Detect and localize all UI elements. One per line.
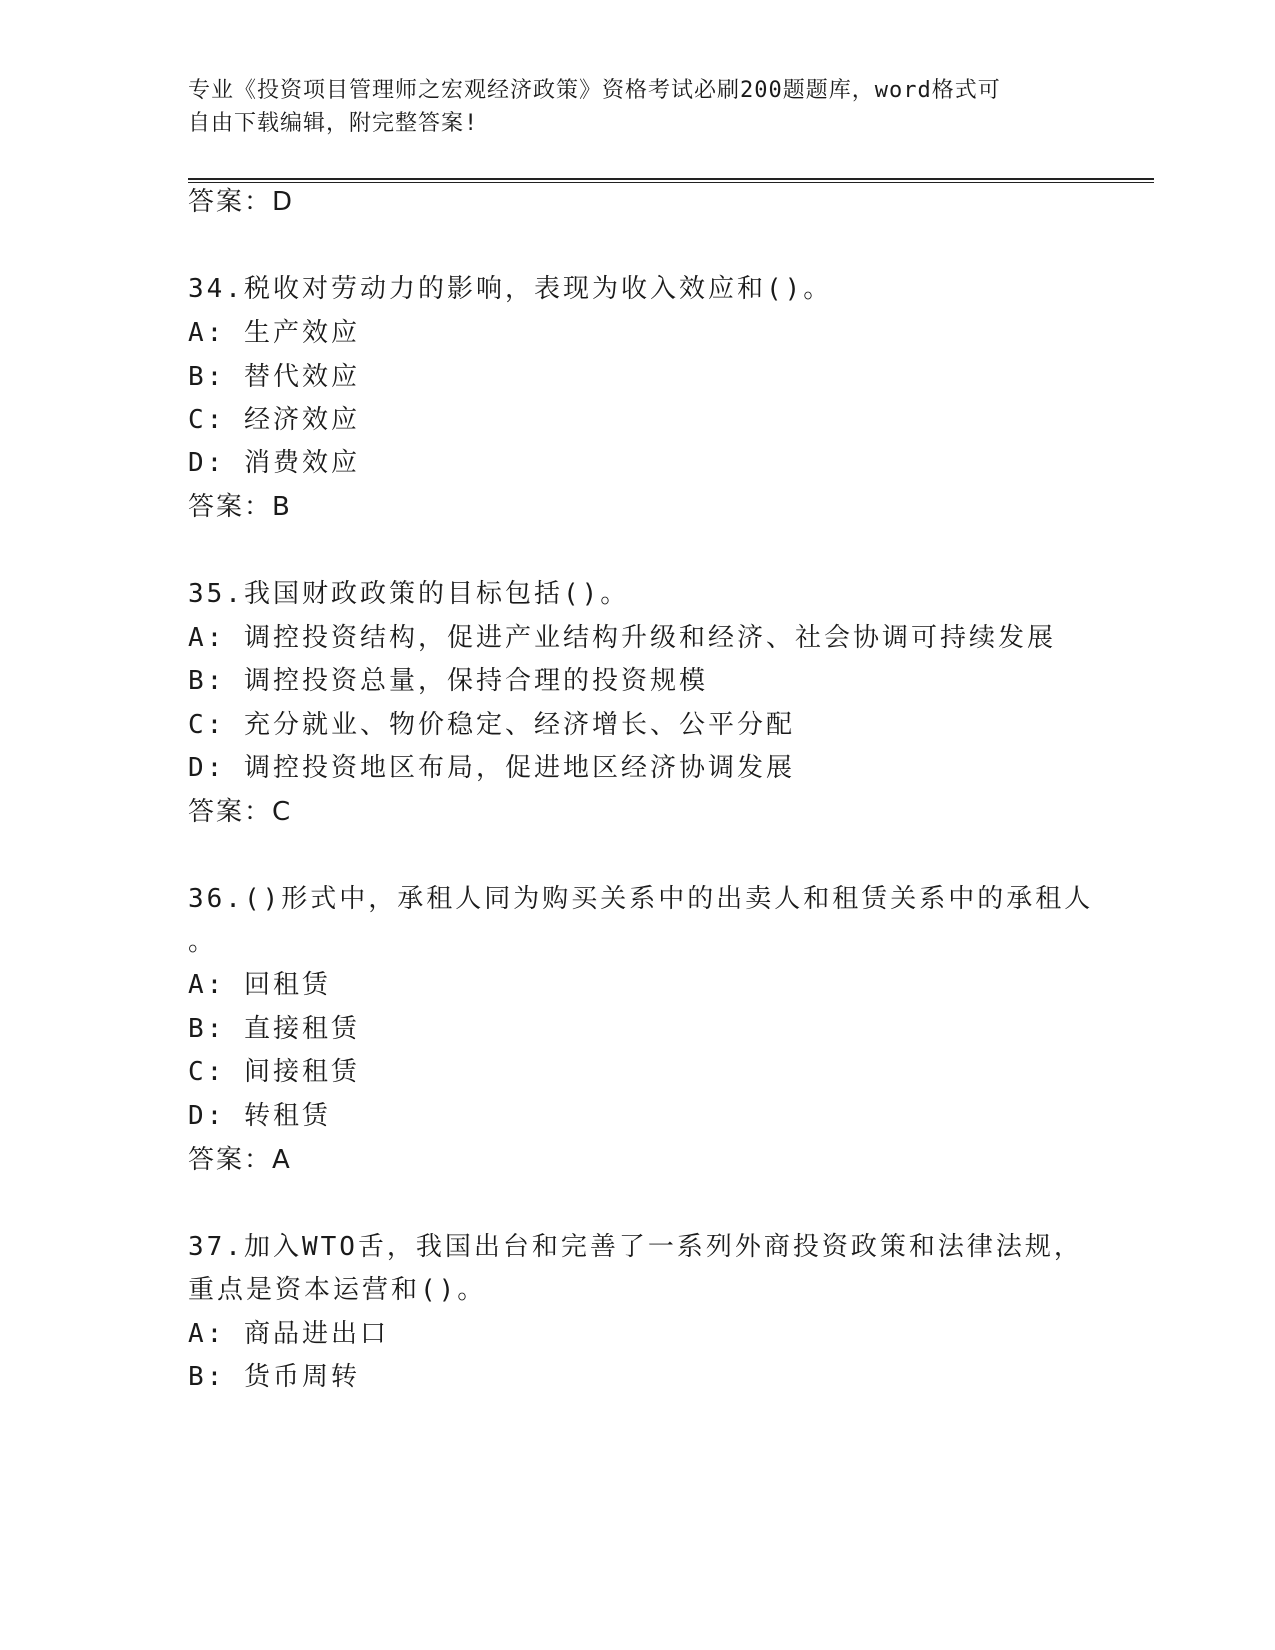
header-line-2: 自由下载编辑，附完整答案! — [188, 111, 479, 136]
question-37-stem-line-1: 37.加入WTO舌，我国出台和完善了一系列外商投资政策和法律法规， — [188, 1232, 1083, 1262]
document-header — [188, 74, 1088, 140]
answer-33: 答案：D — [188, 187, 295, 217]
question-35-stem: 35.我国财政政策的目标包括()。 — [188, 579, 630, 609]
question-36-option-d: D: 转租赁 — [188, 1101, 331, 1131]
question-36-answer: 答案：A — [188, 1145, 292, 1175]
header-divider — [188, 178, 1154, 183]
question-35-answer: 答案：C — [188, 797, 293, 827]
question-35-option-a: A: 调控投资结构，促进产业结构升级和经济、社会协调可持续发展 — [188, 623, 1056, 653]
question-34-option-c: C: 经济效应 — [188, 405, 360, 435]
question-34-option-b: B: 替代效应 — [188, 362, 360, 392]
question-35-option-d: D: 调控投资地区布局，促进地区经济协调发展 — [188, 753, 795, 783]
question-37-option-b: B: 货币周转 — [188, 1362, 360, 1392]
question-35-option-c: C: 充分就业、物价稳定、经济增长、公平分配 — [188, 710, 795, 740]
header-line-1: 专业《投资项目管理师之宏观经济政策》资格考试必刷200题题库，word格式可 — [188, 78, 1001, 103]
question-34-option-a: A: 生产效应 — [188, 318, 360, 348]
question-34-option-d: D: 消费效应 — [188, 448, 360, 478]
question-37-option-a: A: 商品进出口 — [188, 1319, 389, 1349]
question-34-answer: 答案：B — [188, 492, 292, 522]
question-36-option-a: A: 回租赁 — [188, 970, 331, 1000]
question-34-stem: 34.税收对劳动力的影响，表现为收入效应和()。 — [188, 274, 833, 304]
question-36-stem-line-1: 36.()形式中，承租人同为购买关系中的出卖人和租赁关系中的承租人 — [188, 884, 1094, 914]
question-36-option-c: C: 间接租赁 — [188, 1057, 360, 1087]
question-36-stem-line-2: 。 — [188, 927, 218, 957]
question-37-stem-line-2: 重点是资本运营和()。 — [188, 1275, 487, 1305]
question-36-option-b: B: 直接租赁 — [188, 1014, 360, 1044]
question-35-option-b: B: 调控投资总量，保持合理的投资规模 — [188, 666, 708, 696]
